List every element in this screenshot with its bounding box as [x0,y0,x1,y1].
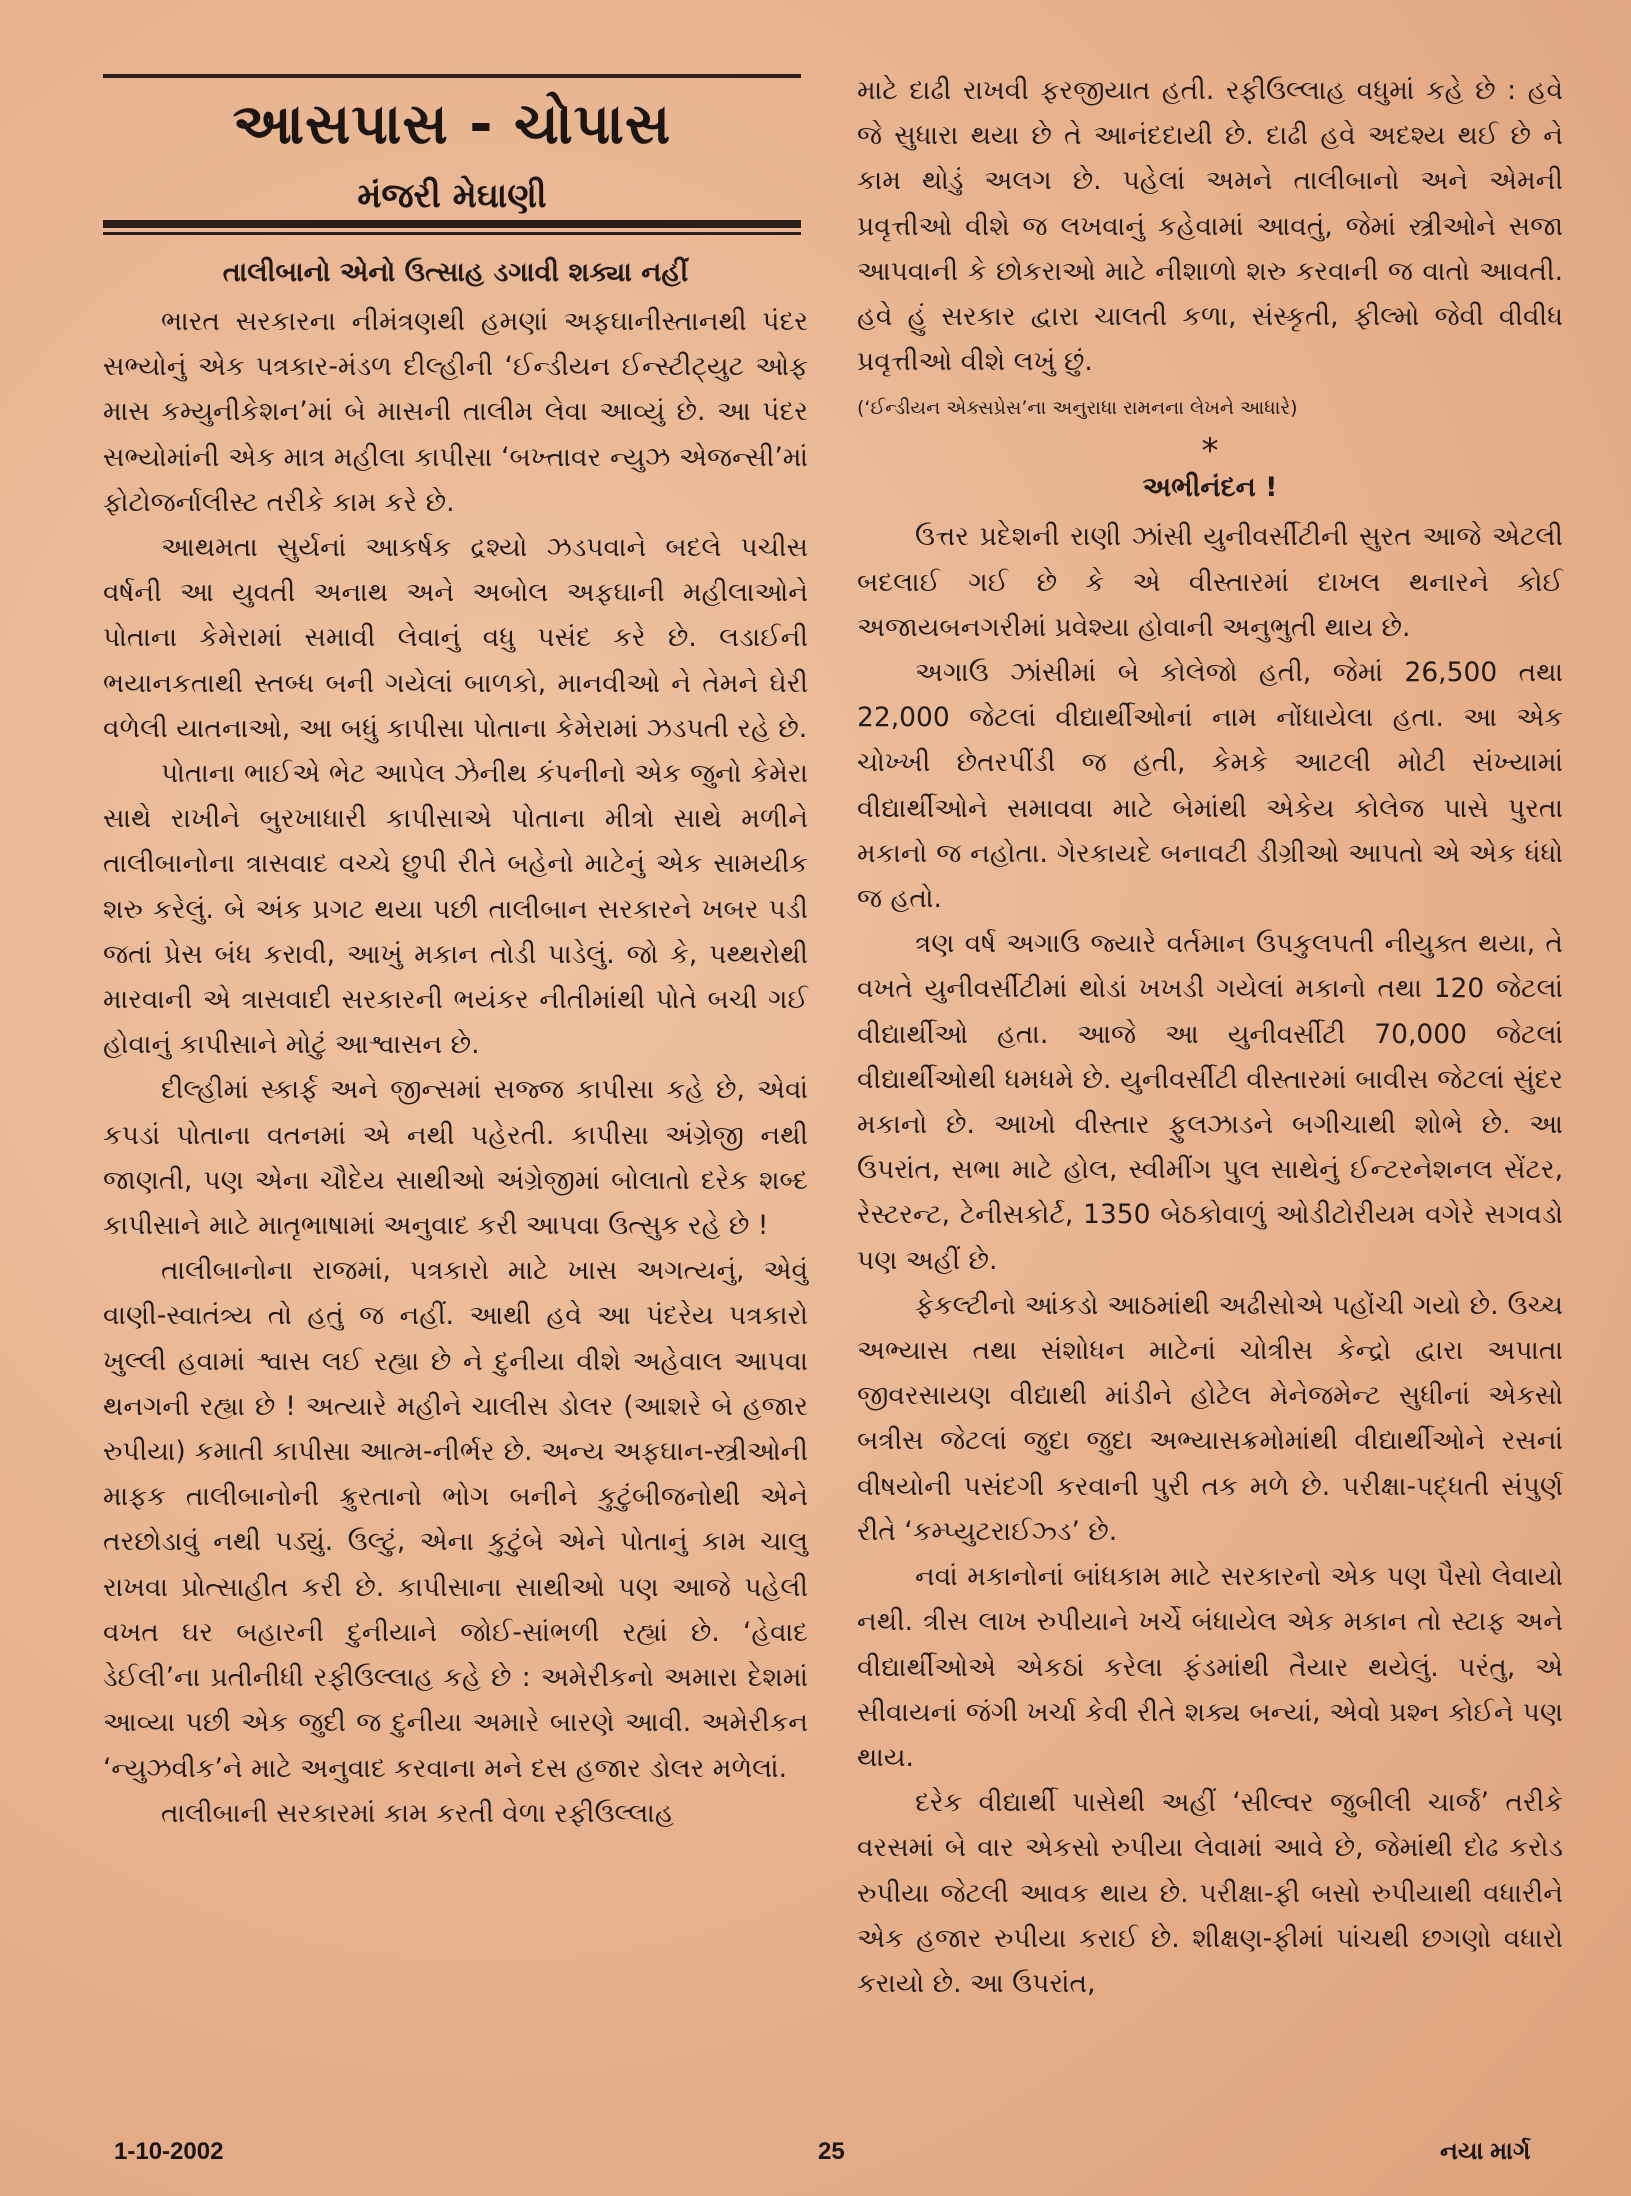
source-credit: (‘ઈન્ડીયન એક્સપ્રેસ’ના અનુરાધા રામનના લેખને આધારે) [857,397,1298,420]
paragraph: દીલ્હીમાં સ્કાર્ફ અને જીન્સમાં સજ્જ કાપીસા કહે છે, એવાં કપડાં પોતાના વતનમાં એ નથી પહેરતી. કાપીસા અંગ્રેજી નથી જાણતી, પણ એના ચૌદેય સાથીઓ અંગ્રેજીમાં બોલાતો દરેક શબ્દ કાપીસાને માટે માતૃભાષામાં અનુવાદ કરી આપવા ઉત્સુક રહે છે ! [103,1074,808,1242]
article-heading: તાલીબાનો એનો ઉત્સાહ ડગાવી શક્યા નહીં [222,257,689,288]
right-column [857,68,1563,2006]
footer-date: 1-10-2002 [114,2138,224,2165]
header-bottom-rule [103,220,801,228]
page-number: 25 [818,2138,845,2165]
author-name: મંજરી મેઘાણી [357,176,547,216]
header-bottom-rule-thin [103,232,801,235]
paragraph: પોતાના ભાઈએ ભેટ આપેલ ઝેનીથ કંપનીનો એક જુનો કેમેરા સાથે રાખીને બુરખાધારી કાપીસાએ પોતાના મીત્રો સાથે મળીને તાલીબાનોના ત્રાસવાદ વચ્ચે છુપી રીતે બહેનો માટેનું એક સામયીક શરુ કરેલું. બે અંક પ્રગટ થયા પછી તાલીબાન સરકારને ખબર પડી જતાં પ્રેસ બંધ કરાવી, આખું મકાન તોડી પાડેલું. જો કે, પથ્થરોથી મારવાની એ ત્રાસવાદી સરકારની ભયંકર નીતીમાંથી પોતે બચી ગઈ હોવાનું કાપીસાને મોટું આશ્વાસન છે. [103,758,808,1061]
left-column [103,253,808,1836]
paragraph: અગાઉ ઝાંસીમાં બે કોલેજો હતી, જેમાં 26,500 તથા 22,000 જેટલાં વીદ્યાર્થીઓનાં નામ નોંધાયેલા હતા. આ એક ચોખ્ખી છેતરપીંડી જ હતી, કેમકે આટલી મોટી સંખ્યામાં વીદ્યાર્થીઓને સમાવવા માટે બેમાંથી એકેય કોલેજ પાસે પુરતા મકાનો જ નહોતા. ગેરકાયદે બનાવટી ડીગ્રીઓ આપતો એ એક ધંધો જ હતો. [857,657,1563,915]
paragraph: નવાં મકાનોનાં બાંધકામ માટે સરકારનો એક પણ પૈસો લેવાયો નથી. ત્રીસ લાખ રુપીયાને ખર્ચે બંધાયેલ એક મકાન તો સ્ટાફ અને વીદ્યાર્થીઓએ એકઠાં કરેલા ફંડમાંથી તૈયાર થયેલું. પરંતુ, એ સીવાયનાં જંગી ખર્ચા કેવી રીતે શક્ય બન્યાં, એવો પ્રશ્ન કોઈને પણ થાય. [857,1561,1563,1773]
header-top-rule [103,74,801,78]
paragraph: ઉત્તર પ્રદેશની રાણી ઝાંસી યુનીવર્સીટીની સુરત આજે એટલી બદલાઈ ગઈ છે કે એ વીસ્તારમાં દાખલ થનારને કોઈ અજાયબનગરીમાં પ્રવેશ્યા હોવાની અનુભુતી થાય છે. [857,521,1563,643]
paragraph-continued: માટે દાઢી રાખવી ફરજીયાત હતી. રફીઉલ્લાહ વધુમાં કહે છે : હવે જે સુધારા થયા છે તે આનંદદાયી છે. દાઢી હવે અદશ્ય થઈ છે ને કામ થોડું અલગ છે. પહેલાં અમને તાલીબાનો અને એમની પ્રવૃત્તીઓ વીશે જ લખવાનું કહેવામાં આવતું, જેમાં સ્ત્રીઓને સજા આપવાની કે છોકરાઓ માટે નીશાળો શરુ કરવાની જ વાતો આવતી. હવે હું સરકાર દ્વારા ચાલતી કળા, સંસ્કૃતી, ફીલ્મો જેવી વીવીધ પ્રવૃત્તીઓ વીશે લખું છું. [857,75,1563,378]
page-title: આસપાસ - ચોપાસ [232,92,672,157]
paragraph: દરેક વીદ્યાર્થી પાસેથી અહીં ‘સીલ્વર જુબીલી ચાર્જ’ તરીકે વરસમાં બે વાર એકસો રુપીયા લેવામાં આવે છે, જેમાંથી દોઢ કરોડ રુપીયા જેટલી આવક થાય છે. પરીક્ષા-ફી બસો રુપીયાથી વધારીને એક હજાર રુપીયા કરાઈ છે. શીક્ષણ-ફીમાં પાંચથી છગણો વધારો કરાયો છે. આ ઉપરાંત, [857,1787,1563,1999]
article-heading: અભીનંદન ! [1142,472,1278,504]
paragraph: તાલીબાનોના રાજમાં, પત્રકારો માટે ખાસ અગત્યનું, એવું વાણી-સ્વાતંત્ર્ય તો હતું જ નહીં. આથી હવે આ પંદરેય પત્રકારો ખુલ્લી હવામાં શ્વાસ લઈ રહ્યા છે ને દુનીયા વીશે અહેવાલ આપવા થનગની રહ્યા છે ! અત્યારે મહીને ચાલીસ ડોલર (આશરે બે હજાર રુપીયા) કમાતી કાપીસા આત્મ-નીર્ભર છે. અન્ય અફઘાન-સ્ત્રીઓની માફક તાલીબાનોની ક્રુરતાનો ભોગ બનીને કુટુંબીજનોથી એને તરછોડાવું નથી પડ્યું. ઉલ્ટું, એના કુટુંબે એને પોતાનું કામ ચાલુ રાખવા પ્રોત્સાહીત કરી છે. કાપીસાના સાથીઓ પણ આજે પહેલી વખત ઘર બહારની દુનીયાને જોઈ-સાંભળી રહ્યાં છે. ‘હેવાદ ડેઈલી’ના પ્રતીનીધી રફીઉલ્લાહ કહે છે : અમેરીકનો અમારા દેશમાં આવ્યા પછી એક જુદી જ દુનીયા અમારે બારણે આવી. અમેરીકન ‘ન્યુઝવીક’ને માટે અનુવાદ કરવાના મને દસ હજાર ડોલર મળેલાં. [103,1255,808,1784]
paragraph: ત્રણ વર્ષ અગાઉ જ્યારે વર્તમાન ઉપકુલપતી નીયુક્ત થયા, તે વખતે યુનીવર્સીટીમાં થોડાં ખખડી ગયેલાં મકાનો તથા 120 જેટલાં વીદ્યાર્થીઓ હતા. આજે આ યુનીવર્સીટી 70,000 જેટલાં વીદ્યાર્થીઓથી ધમધમે છે. યુનીવર્સીટી વીસ્તારમાં બાવીસ જેટલાં સુંદર મકાનો છે. આખો વીસ્તાર ફુલઝાડને બગીચાથી શોભે છે. આ ઉપરાંત, સભા માટે હોલ, સ્વીમીંગ પુલ સાથેનું ઈન્ટરનેશનલ સેંટર, રેસ્ટરન્ટ, ટેનીસકોર્ટ, 1350 બેઠકોવાળું ઓડીટોરીયમ વગેરે સગવડો પણ અહીં છે. [857,928,1563,1276]
section-separator: * [1201,431,1219,472]
paragraph: તાલીબાની સરકારમાં કામ કરતી વેળા રફીઉલ્લાહ [161,1797,674,1829]
paragraph: આથમતા સુર્યનાં આકર્ષક દ્રશ્યો ઝડપવાને બદલે પચીસ વર્ષની આ યુવતી અનાથ અને અબોલ અફઘાની મહીલાઓને પોતાના કેમેરામાં સમાવી લેવાનું વધુ પસંદ કરે છે. લડાઈની ભયાનકતાથી સ્તબ્ધ બની ગયેલાં બાળકો, માનવીઓ ને તેમને ઘેરી વળેલી યાતનાઓ, આ બધું કાપીસા પોતાના કેમેરામાં ઝડપતી રહે છે. [103,532,808,744]
paragraph: ફેકલ્ટીનો આંકડો આઠમાંથી અઢીસોએ પહોંચી ગયો છે. ઉચ્ચ અભ્યાસ તથા સંશોધન માટેનાં ચોત્રીસ કેન્દ્રો દ્વારા અપાતા જીવરસાયણ વીદ્યાથી માંડીને હોટેલ મેનેજમેન્ટ સુધીનાં એકસો બત્રીસ જેટલાં જુદા જુદા અભ્યાસક્રમોમાંથી વીદ્યાર્થીઓને રસનાં વીષયોની પસંદગી કરવાની પુરી તક મળે છે. પરીક્ષા-પદ્ધતી સંપુર્ણ રીતે ‘કમ્પ્યુટરાઈઝ્ડ’ છે. [857,1289,1563,1547]
paragraph: ભારત સરકારના નીમંત્રણથી હમણાં અફઘાનીસ્તાનથી પંદર સભ્યોનું એક પત્રકાર-મંડળ દીલ્હીની ‘ઈન્ડીયન ઈન્સ્ટીટ્યુટ ઓફ માસ કમ્યુનીકેશન’માં બે માસની તાલીમ લેવા આવ્યું છે. આ પંદર સભ્યોમાંની એક માત્ર મહીલા કાપીસા ‘બખ્તાવર ન્યુઝ એજન્સી’માં ફોટોજર્નાલીસ્ટ તરીકે કામ કરે છે. [103,306,808,518]
magazine-name: નયા માર્ગ [1440,2138,1531,2165]
